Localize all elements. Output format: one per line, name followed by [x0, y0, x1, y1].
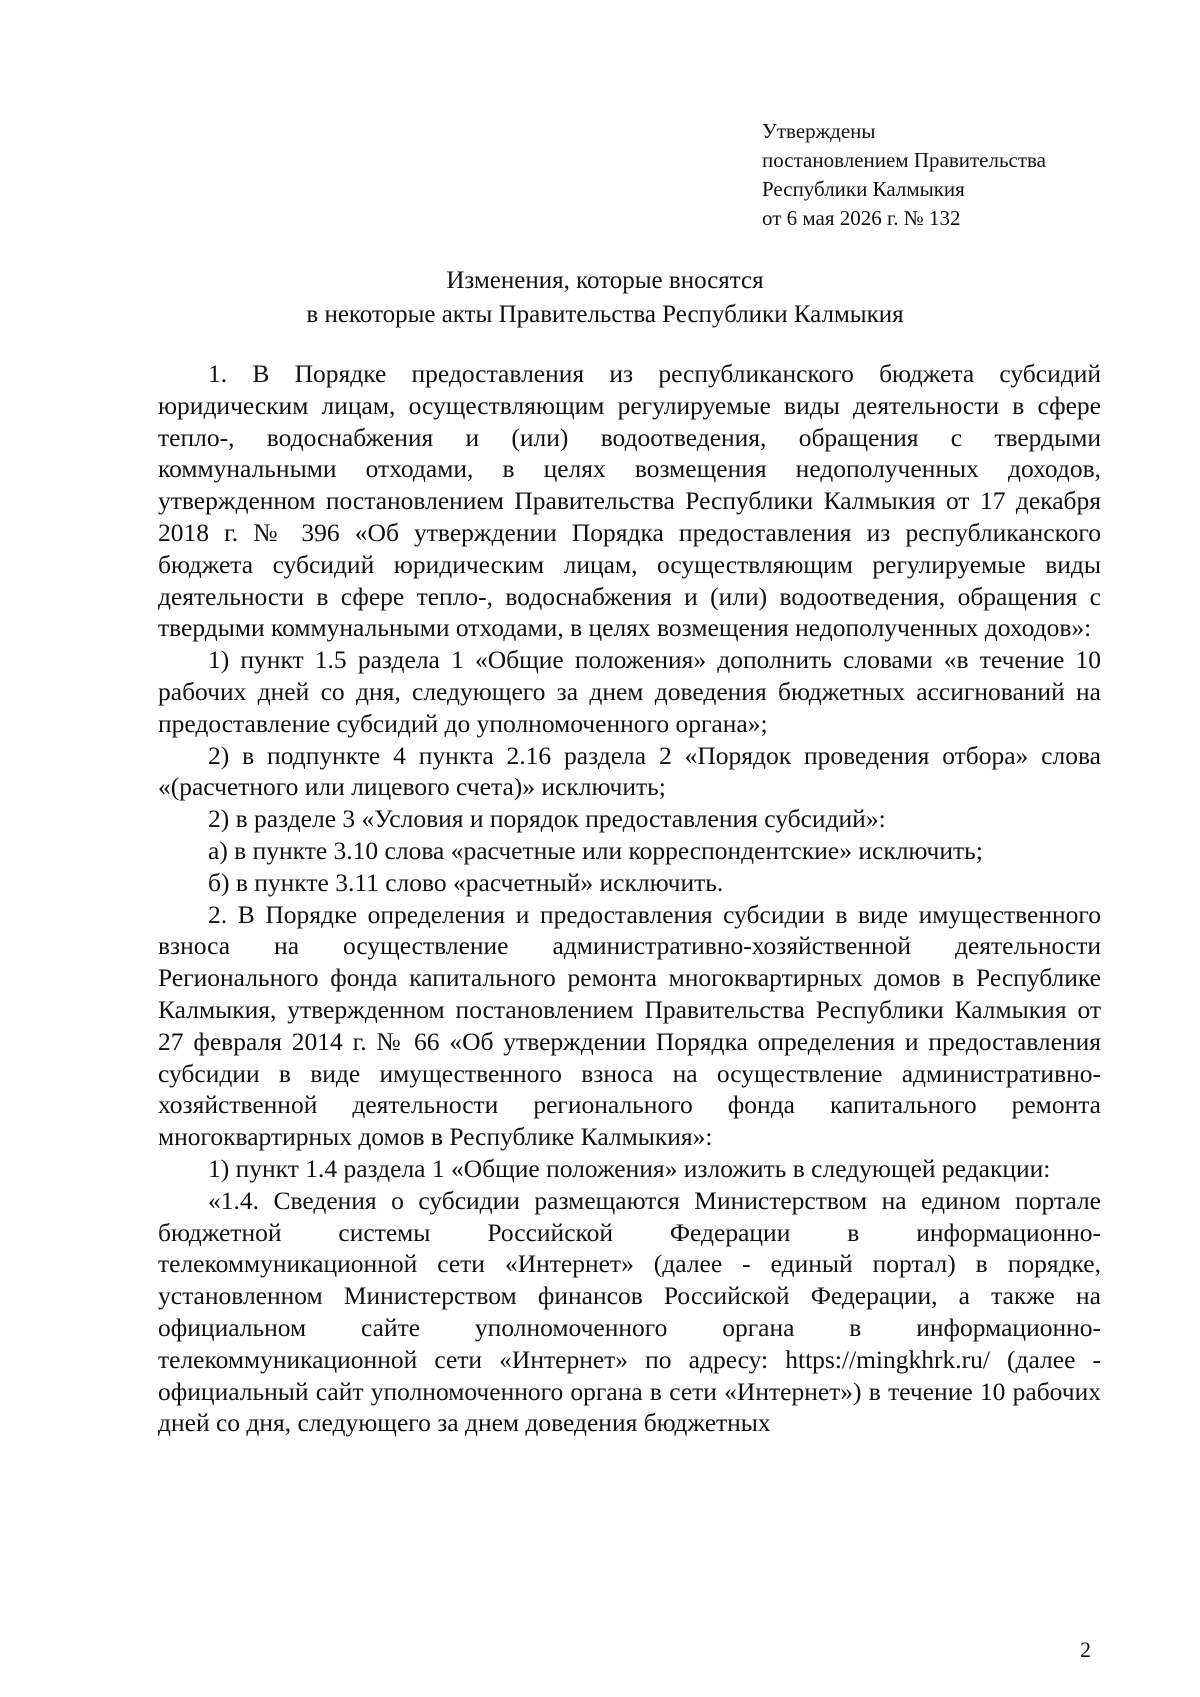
- subparagraph-1-2-section3: 2) в разделе 3 «Условия и порядок предоставления субсидий»:: [208, 804, 886, 834]
- subparagraph-1-2-b: б) в пункте 3.11 слово «расчетный» исключить.: [208, 867, 724, 897]
- subparagraph-1-2-a: а) в пункте 3.10 слова «расчетные или корреспондентские» исключить;: [208, 835, 983, 865]
- subparagraph-1-2: 2) в подпункте 4 пункта 2.16 раздела 2 «Порядок проведения отбора» слова «(расчетного или лицевого счета)» исключить;: [158, 740, 1101, 802]
- approval-line: постановлением Правительства: [762, 148, 1047, 172]
- paragraph-item-1: 1. В Порядке предоставления из республиканского бюджета субсидий юридическим лицам, осуществляющим регулируемые виды деятельности в сфере тепло-, водоснабжения и (или) водоотведения, обращения с твердыми коммунальными отходами, в целях возмещения недополученных доходов, утвержденном постановлением Правительства Республики Калмыкия от 17 декабря 2018 г. № 396 «Об утверждении Порядка предоставления из республиканского бюджета субсидий юридическим лицам, осуществляющим регулируемые виды деятельности в сфере тепло-, водоснабжения и (или) водоотведения, обращения с твердыми коммунальными отходами, в целях возмещения недополученных доходов»:: [158, 359, 1101, 643]
- title-line: в некоторые акты Правительства Республики Калмыкия: [306, 301, 904, 328]
- subparagraph-2-1: 1) пункт 1.4 раздела 1 «Общие положения» изложить в следующей редакции:: [208, 1153, 1051, 1183]
- approval-line: Республики Калмыкия: [762, 177, 965, 201]
- approval-line: Утверждены: [762, 119, 876, 143]
- subparagraph-1-1: 1) пункт 1.5 раздела 1 «Общие положения» дополнить словами «в течение 10 рабочих дней со дня, следующего за днем доведения бюджетных ассигнований на предоставление субсидий до уполномоченного органа»;: [158, 645, 1101, 738]
- quoted-clause-1-4: «1.4. Сведения о субсидии размещаются Министерством на едином портале бюджетной системы Российской Федерации в информационно-телекоммуникационной сети «Интернет» (далее - единый портал) в порядке, установленном Министерством финансов Российской Федерации, а также на официальном сайте уполномоченного органа в информационно-телекоммуникационной сети «Интернет» по адресу: https://mingkhrk.ru/ (далее - официальный сайт уполномоченного органа в сети «Интернет») в течение 10 рабочих дней со дня, следующего за днем доведения бюджетных: [158, 1185, 1101, 1438]
- document-title: [150, 264, 1060, 332]
- approval-date-line: от 6 мая 2026 г. № 132: [762, 206, 961, 230]
- title-line: Изменения, которые вносятся: [446, 267, 764, 294]
- paragraph-item-2: 2. В Порядке определения и предоставления субсидии в виде имущественного взноса на осуществление административно-хозяйственной деятельности Регионального фонда капитального ремонта многоквартирных домов в Республике Калмыкия, утвержденном постановлением Правительства Республики Калмыкия от 27 февраля 2014 г. № 66 «Об утверждении Порядка определения и предоставления субсидии в виде имущественного взноса на осуществление административно-хозяйственной деятельности регионального фонда капитального ремонта многоквартирных домов в Республике Калмыкия»:: [158, 899, 1101, 1152]
- approval-block: [762, 117, 1046, 233]
- document-body: [158, 358, 1101, 1439]
- page-number: 2: [1080, 1637, 1091, 1662]
